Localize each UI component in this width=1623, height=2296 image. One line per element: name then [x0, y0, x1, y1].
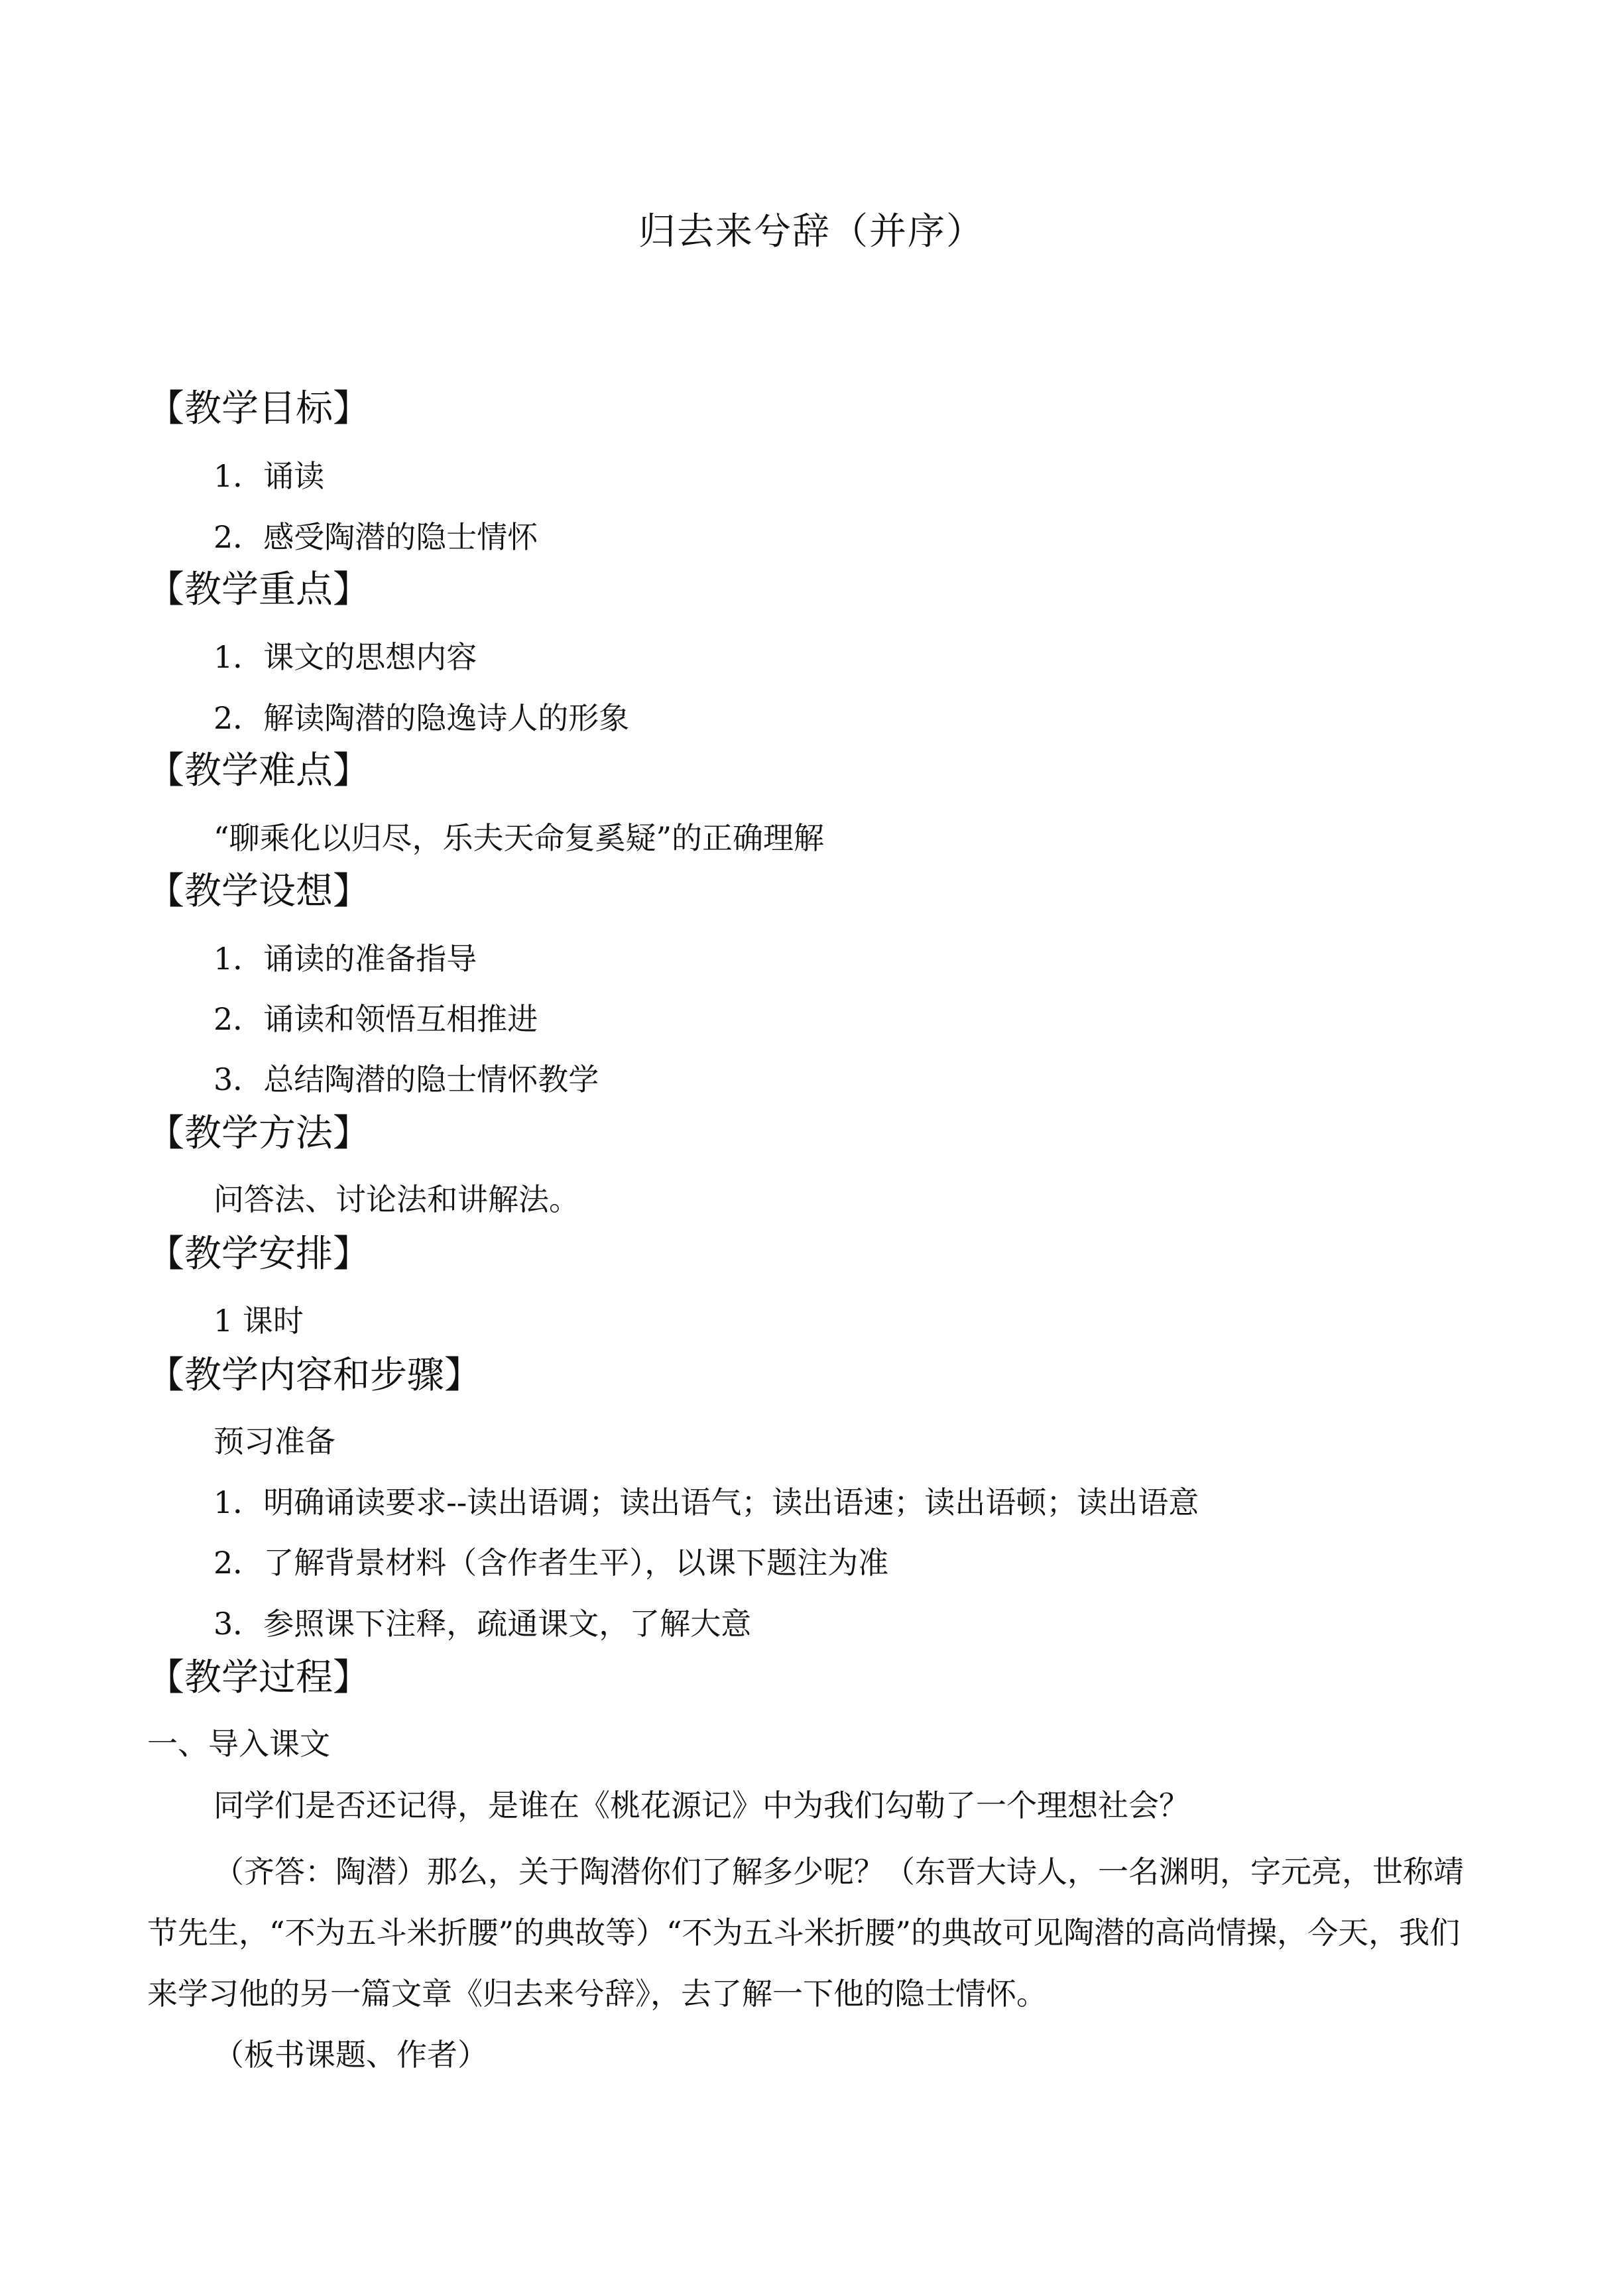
process-paragraph: （齐答：陶潜）那么，关于陶潜你们了解多少呢？（东晋大诗人，一名渊明，字元亮，世称靖节先生，“不为五斗米折腰”的典故等）“不为五斗米折腰”的典故可见陶潜的高尚情操，今天，我们来学习他的另一篇文章《归去来兮辞》，去了解一下他的隐士情怀。 [147, 1854, 1464, 2012]
process-paragraph: 同学们是否还记得，是谁在《桃花源记》中为我们勾勒了一个理想社会？ [213, 1787, 1189, 1823]
section-heading-methods: 【教学方法】 [147, 1112, 370, 1155]
content-step-item: 1．明确诵读要求--读出语调；读出语气；读出语速；读出语顿；读出语意 [213, 1484, 1199, 1520]
objective-item: 2．感受陶潜的隐士情怀 [213, 519, 538, 555]
content-step-item: 预习准备 [213, 1423, 335, 1459]
document-title: 归去来兮辞（并序） [638, 210, 985, 253]
key-point-item: 1．课文的思想内容 [213, 639, 477, 675]
section-heading-key-points: 【教学重点】 [147, 568, 370, 611]
section-heading-design: 【教学设想】 [147, 870, 370, 913]
difficulty-item: “聊乘化以归尽，乐夫天命复奚疑”的正确理解 [213, 820, 825, 856]
section-heading-process: 【教学过程】 [147, 1656, 370, 1699]
section-heading-difficulties: 【教学难点】 [147, 749, 370, 792]
objective-item: 1．诵读 [213, 458, 325, 494]
key-point-item: 2．解读陶潜的隐逸诗人的形象 [213, 700, 630, 736]
section-heading-content-steps: 【教学内容和步骤】 [147, 1354, 481, 1397]
process-sub-heading: 一、导入课文 [147, 1726, 330, 1762]
section-heading-schedule: 【教学安排】 [147, 1233, 370, 1276]
content-step-item: 2．了解背景材料（含作者生平），以课下题注为准 [213, 1545, 889, 1581]
content-step-item: 3．参照课下注释，疏通课文，了解大意 [213, 1606, 752, 1642]
section-heading-objectives: 【教学目标】 [147, 387, 370, 430]
design-item: 1．诵读的准备指导 [213, 941, 477, 977]
schedule-item: 1 课时 [213, 1303, 304, 1339]
design-item: 3．总结陶潜的隐士情怀教学 [213, 1061, 599, 1097]
process-paragraph: （板书课题、作者） [213, 2037, 488, 2073]
method-item: 问答法、讨论法和讲解法。 [213, 1181, 579, 1217]
design-item: 2．诵读和领悟互相推进 [213, 1001, 538, 1037]
